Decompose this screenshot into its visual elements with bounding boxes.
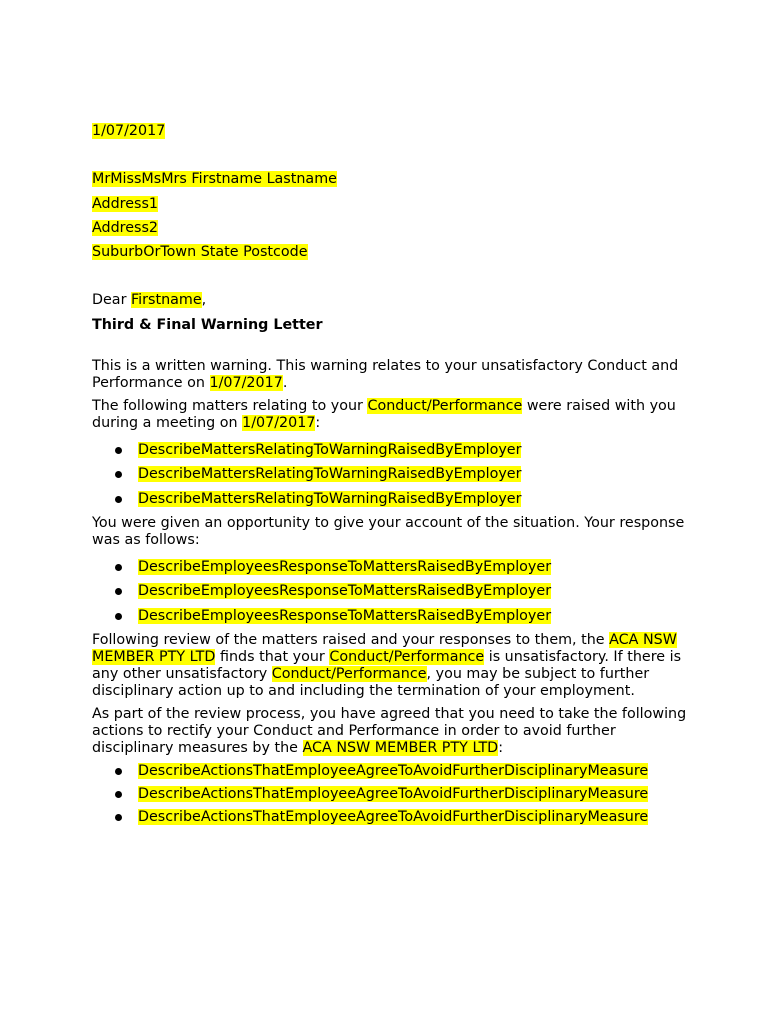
list-item: DescribeMattersRelatingToWarningRaisedByEmployer: [92, 487, 692, 511]
list-item: DescribeEmployeesResponseToMattersRaisedByEmployer: [92, 579, 692, 603]
address-line-1: Address1: [92, 195, 159, 212]
letter-body: [92, 119, 692, 832]
actions-list: [92, 763, 692, 826]
paragraph-warning: This is a written warning. This warning relates to your unsatisfactory Conduct and Performance on 1/07/2017.: [92, 358, 679, 392]
salutation-name: Firstname: [131, 292, 202, 309]
paragraph-review-finding: Following review of the matters raised and your responses to them, the ACA NSW MEMBER PTY LTD finds that your Conduct/Performance is unsatisfactory. If there is any other unsatisfactory Conduct/Performance, you may be subject to further disciplinary action up to and including the termination of your employment.: [92, 631, 682, 699]
matters-list: [92, 438, 692, 511]
address-line-3: SuburbOrTown State Postcode: [92, 244, 308, 261]
letter-date: 1/07/2017: [92, 123, 166, 139]
paragraph-actions-intro: As part of the review process, you have agreed that you need to take the following actions to rectify your Conduct and Performance in order to avoid further disciplinary measures by the ACA NSW MEMBER PTY LTD:: [92, 705, 687, 756]
responses-list: [92, 555, 692, 628]
list-item: DescribeMattersRelatingToWarningRaisedByEmployer: [92, 462, 692, 486]
address-line-2: Address2: [92, 219, 159, 236]
list-item: DescribeActionsThatEmployeeAgreeToAvoidFurtherDisciplinaryMeasure: [92, 809, 692, 826]
list-item: DescribeActionsThatEmployeeAgreeToAvoidFurtherDisciplinaryMeasure: [92, 786, 692, 803]
company-name: ACA NSW MEMBER PTY LTD: [92, 631, 677, 665]
list-item: DescribeMattersRelatingToWarningRaisedByEmployer: [92, 438, 692, 462]
recipient-address-block: [92, 167, 692, 264]
company-name: ACA NSW MEMBER PTY LTD: [302, 739, 499, 756]
paragraph-response-intro: You were given an opportunity to give your account of the situation. Your response was as follows:: [92, 514, 685, 548]
letter-heading: Third & Final Warning Letter: [92, 316, 323, 333]
list-item: DescribeActionsThatEmployeeAgreeToAvoidFurtherDisciplinaryMeasure: [92, 763, 692, 780]
recipient-name: MrMissMsMrs Firstname Lastname: [92, 171, 337, 188]
salutation: Dear Firstname,: [92, 292, 207, 309]
list-item: DescribeEmployeesResponseToMattersRaisedByEmployer: [92, 555, 692, 579]
paragraph-matters-intro: The following matters relating to your Conduct/Performance were raised with you during a meeting on 1/07/2017:: [92, 398, 676, 432]
list-item: DescribeEmployeesResponseToMattersRaisedByEmployer: [92, 604, 692, 628]
